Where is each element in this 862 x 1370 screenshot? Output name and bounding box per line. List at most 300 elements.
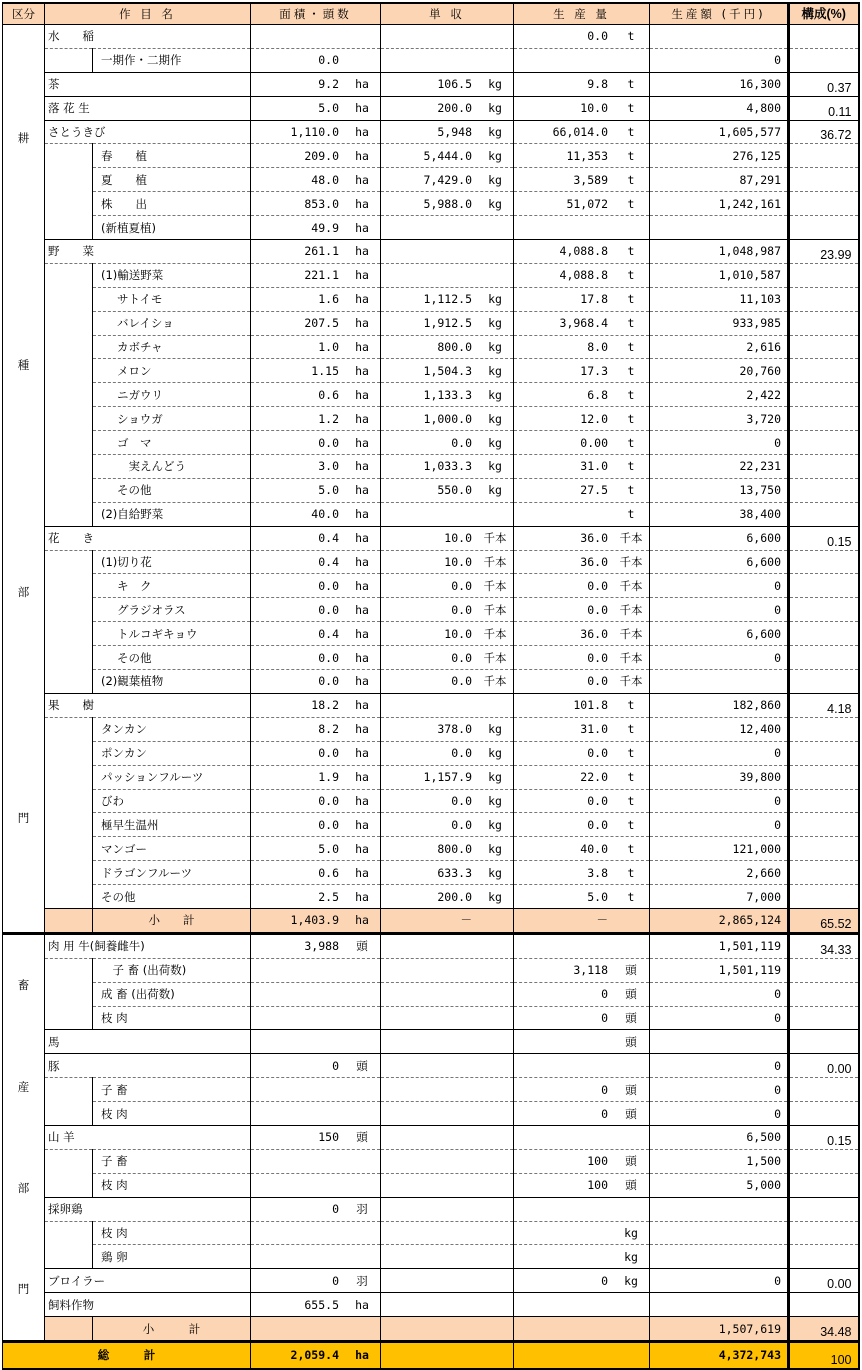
production-cell <box>514 958 650 982</box>
yield-cell-value: 5,988.0 <box>423 196 472 211</box>
table-row <box>3 25 859 49</box>
yield-cell-value: 7,429.0 <box>423 172 472 187</box>
production-cell <box>514 120 650 144</box>
header-yield: 単 収 <box>381 3 514 25</box>
production-cell-unit: t <box>627 29 635 44</box>
amount-cell: 2,616 <box>650 335 789 359</box>
yield-cell <box>381 837 514 861</box>
sub-item-name: 子 畜 (出荷数) <box>93 958 251 982</box>
production-cell <box>514 1125 650 1149</box>
header-section: 区分 <box>3 3 45 25</box>
yield-cell <box>381 1341 514 1369</box>
production-cell <box>514 1054 650 1078</box>
pct-cell <box>789 598 859 622</box>
yield-cell <box>381 502 514 526</box>
area-cell <box>251 837 381 861</box>
section-livestock <box>3 933 45 1341</box>
production-cell <box>514 1030 650 1054</box>
sub-item-name: ショウガ <box>93 407 251 431</box>
indent-cell <box>45 431 93 455</box>
table-row <box>3 933 859 958</box>
item-name: 飼料作物 <box>45 1293 251 1317</box>
indent-cell <box>45 789 93 813</box>
amount-cell: 12,400 <box>650 717 789 741</box>
area-cell-unit: ha <box>355 746 369 761</box>
yield-cell-unit: kg <box>488 101 502 116</box>
production-cell-value <box>517 507 616 521</box>
table-row <box>3 1173 859 1197</box>
production-cell <box>514 837 650 861</box>
pct-cell <box>789 741 859 765</box>
yield-cell-unit: 千本 <box>483 531 507 546</box>
area-cell <box>251 550 381 574</box>
pct-cell <box>789 311 859 335</box>
area-cell-value: 0 <box>332 1202 339 1217</box>
area-cell-unit: ha <box>355 292 369 307</box>
production-cell-value: 0.0 <box>587 602 608 617</box>
sub-item-name: バレイショ <box>93 311 251 335</box>
yield-cell <box>381 120 514 144</box>
section-char: 部 <box>17 584 30 599</box>
item-name: 果 樹 <box>45 693 251 717</box>
amount-cell: 182,860 <box>650 693 789 717</box>
amount-cell: 0 <box>650 1102 789 1126</box>
pct-cell <box>789 263 859 287</box>
section-char: 耕 <box>17 131 30 146</box>
yield-cell-unit: kg <box>488 459 502 474</box>
table-row <box>3 1054 859 1078</box>
area-cell-value: 1,403.9 <box>290 913 339 928</box>
indent-cell <box>45 1245 93 1269</box>
table-row <box>3 574 859 598</box>
production-cell <box>514 1149 650 1173</box>
area-cell <box>251 1293 381 1317</box>
amount-cell: 0 <box>650 431 789 455</box>
production-cell-unit: kg <box>624 1273 638 1288</box>
yield-cell <box>381 335 514 359</box>
pct-cell <box>789 550 859 574</box>
table-row <box>3 168 859 192</box>
area-cell <box>251 502 381 526</box>
area-cell-value: 0.0 <box>318 746 339 761</box>
amount-cell: 0 <box>650 598 789 622</box>
yield-cell <box>381 1245 514 1269</box>
indent-cell <box>45 837 93 861</box>
table-row <box>3 1078 859 1102</box>
production-cell-unit: t <box>627 125 635 139</box>
production-cell-unit: t <box>627 483 635 498</box>
yield-cell-value: 0.0 <box>451 650 472 665</box>
production-cell-value: 3,118 <box>573 963 608 978</box>
pct-cell <box>789 168 859 192</box>
pct-cell <box>789 335 859 359</box>
yield-cell <box>381 741 514 765</box>
production-cell <box>514 622 650 646</box>
amount-cell: 6,600 <box>650 550 789 574</box>
table-row <box>3 1269 859 1293</box>
production-cell-unit: t <box>627 77 635 92</box>
production-cell <box>514 789 650 813</box>
amount-cell: 276,125 <box>650 144 789 168</box>
production-cell-value: 9.8 <box>587 77 608 92</box>
area-cell <box>251 263 381 287</box>
production-cell-unit: t <box>627 148 635 163</box>
yield-cell-value: 106.5 <box>437 77 472 92</box>
area-cell-unit: 頭 <box>356 1058 368 1073</box>
amount-cell: 22,231 <box>650 455 789 479</box>
pct-cell: 0.11 <box>789 96 859 120</box>
production-cell <box>514 287 650 311</box>
yield-cell <box>381 1102 514 1126</box>
sub-item-name: 枝 肉 <box>93 1221 251 1245</box>
amount-cell: 6,600 <box>650 622 789 646</box>
production-cell-value: 100 <box>587 1178 608 1193</box>
yield-cell-value: 200.0 <box>437 889 472 904</box>
pct-cell <box>789 646 859 670</box>
production-cell-value: 0.0 <box>587 578 608 593</box>
pct-cell: 0.15 <box>789 1125 859 1149</box>
item-name: 豚 <box>45 1054 251 1078</box>
item-name: 肉 用 牛(飼養雌牛) <box>45 933 251 958</box>
area-cell-unit: ha <box>355 722 369 737</box>
area-cell <box>251 1102 381 1126</box>
area-cell-value: 0.0 <box>318 674 339 689</box>
area-cell-unit: ha <box>355 1297 369 1312</box>
sub-item-name: 実えんどう <box>93 455 251 479</box>
amount-cell: 2,865,124 <box>650 908 789 933</box>
pct-cell <box>789 1197 859 1221</box>
yield-cell-value: 200.0 <box>437 101 472 116</box>
yield-cell-unit: 千本 <box>483 578 507 593</box>
table-row <box>3 407 859 431</box>
production-cell <box>514 1006 650 1030</box>
area-cell <box>251 1341 381 1369</box>
amount-cell: 0 <box>650 813 789 837</box>
yield-cell <box>381 693 514 717</box>
amount-cell: 933,985 <box>650 311 789 335</box>
production-cell-unit: t <box>627 770 635 785</box>
area-cell <box>251 741 381 765</box>
yield-cell-unit: kg <box>488 435 502 450</box>
yield-cell <box>381 359 514 383</box>
area-cell <box>251 765 381 789</box>
indent-cell <box>45 861 93 885</box>
area-cell <box>251 478 381 502</box>
sub-item-name: (2)観葉植物 <box>93 670 251 694</box>
table-row <box>3 431 859 455</box>
pct-cell <box>789 885 859 909</box>
indent-cell <box>45 1006 93 1030</box>
yield-cell-value: － <box>460 913 472 928</box>
yield-cell <box>381 1149 514 1173</box>
indent-cell <box>45 168 93 192</box>
production-cell <box>514 168 650 192</box>
yield-cell-unit: kg <box>488 483 502 498</box>
area-cell <box>251 1078 381 1102</box>
pct-cell <box>789 383 859 407</box>
sub-item-name: キ ク <box>93 574 251 598</box>
indent-cell <box>45 1173 93 1197</box>
area-cell <box>251 1317 381 1342</box>
production-cell <box>514 383 650 407</box>
area-cell-unit: ha <box>355 77 369 92</box>
pct-cell <box>789 1221 859 1245</box>
sub-item-name: 枝 肉 <box>93 1006 251 1030</box>
area-cell-value: 1.0 <box>318 340 339 355</box>
area-cell-value: 1.15 <box>311 363 339 378</box>
area-cell <box>251 1197 381 1221</box>
production-cell <box>514 407 650 431</box>
production-cell <box>514 455 650 479</box>
production-cell <box>514 25 650 49</box>
production-cell <box>514 1269 650 1293</box>
pct-cell <box>789 813 859 837</box>
yield-cell-unit: kg <box>488 125 502 139</box>
table-row <box>3 502 859 526</box>
table-row <box>3 670 859 694</box>
yield-cell-unit: kg <box>488 148 502 163</box>
yield-cell <box>381 908 514 933</box>
area-cell-value: 0 <box>332 1058 339 1073</box>
sub-item-name: マンゴー <box>93 837 251 861</box>
production-cell <box>514 741 650 765</box>
yield-cell-unit: kg <box>488 316 502 331</box>
yield-cell-unit: kg <box>488 77 502 92</box>
production-cell <box>514 670 650 694</box>
yield-cell <box>381 96 514 120</box>
sub-item-name: 枝 肉 <box>93 1102 251 1126</box>
indent-cell <box>45 622 93 646</box>
yield-cell <box>381 48 514 72</box>
table-row <box>3 72 859 96</box>
area-cell-unit: ha <box>355 340 369 355</box>
yield-cell <box>381 25 514 49</box>
production-cell-value: 0 <box>601 1082 608 1097</box>
area-cell <box>251 359 381 383</box>
area-cell-unit <box>347 53 377 67</box>
production-cell <box>514 1341 650 1369</box>
production-cell-value: 0.0 <box>587 746 608 761</box>
table-row <box>3 693 859 717</box>
yield-cell <box>381 813 514 837</box>
production-cell-value: 40.0 <box>580 841 608 856</box>
area-cell-unit: ha <box>355 1348 369 1363</box>
sub-item-name: ドラゴンフルーツ <box>93 861 251 885</box>
yield-cell <box>381 574 514 598</box>
indent-cell <box>45 455 93 479</box>
pct-cell: 0.15 <box>789 526 859 550</box>
pct-cell <box>789 717 859 741</box>
yield-cell-value: 800.0 <box>437 340 472 355</box>
yield-cell-unit: 千本 <box>483 555 507 570</box>
area-cell-unit: ha <box>355 220 369 235</box>
production-cell-unit: 千本 <box>619 650 643 665</box>
table-row <box>3 359 859 383</box>
area-cell <box>251 48 381 72</box>
table-row <box>3 335 859 359</box>
area-cell <box>251 287 381 311</box>
yield-cell <box>381 72 514 96</box>
yield-cell-value: 1,504.3 <box>423 363 472 378</box>
area-cell <box>251 693 381 717</box>
area-cell <box>251 670 381 694</box>
yield-cell <box>381 431 514 455</box>
amount-cell: 16,300 <box>650 72 789 96</box>
subtotal-label: 小 計 <box>93 1317 251 1342</box>
production-cell <box>514 550 650 574</box>
area-cell <box>251 982 381 1006</box>
production-cell-unit: 千本 <box>619 674 643 689</box>
area-cell-unit: ha <box>355 101 369 116</box>
yield-cell-unit: kg <box>488 746 502 761</box>
sub-item-name: 株 出 <box>93 192 251 216</box>
indent-cell <box>45 192 93 216</box>
yield-cell-value: 5,948 <box>437 125 472 139</box>
pct-cell <box>789 144 859 168</box>
sub-item-name: 春 植 <box>93 144 251 168</box>
indent-cell <box>45 765 93 789</box>
pct-cell <box>789 359 859 383</box>
table-row <box>3 120 859 144</box>
item-name: 山 羊 <box>45 1125 251 1149</box>
table-row <box>3 1125 859 1149</box>
area-cell-value: 3.0 <box>318 459 339 474</box>
yield-cell-value: 378.0 <box>437 722 472 737</box>
production-cell-value: 4,088.8 <box>559 268 608 283</box>
production-cell <box>514 982 650 1006</box>
yield-cell-value: 550.0 <box>437 483 472 498</box>
sub-item-name: ポンカン <box>93 741 251 765</box>
area-cell <box>251 813 381 837</box>
table-row <box>3 958 859 982</box>
production-cell <box>514 478 650 502</box>
amount-cell: 11,103 <box>650 287 789 311</box>
pct-cell <box>789 622 859 646</box>
area-cell-unit: ha <box>355 889 369 904</box>
area-cell-unit: ha <box>355 196 369 211</box>
production-cell-unit: t <box>627 435 635 450</box>
production-cell-unit: t <box>627 459 635 474</box>
yield-cell-unit: kg <box>488 196 502 211</box>
indent-cell <box>45 908 93 933</box>
area-cell <box>251 96 381 120</box>
amount-cell: 13,750 <box>650 478 789 502</box>
production-cell-value: 101.8 <box>573 698 608 713</box>
area-cell-value: 2,059.4 <box>290 1348 339 1363</box>
production-cell-value: 22.0 <box>580 770 608 785</box>
area-cell-value: 0.0 <box>318 793 339 808</box>
sub-item-name: 極早生温州 <box>93 813 251 837</box>
indent-cell <box>45 48 93 72</box>
production-cell-value: 66,014.0 <box>552 125 608 139</box>
production-cell-unit: kg <box>624 1249 638 1264</box>
yield-cell <box>381 550 514 574</box>
area-cell-unit: ha <box>355 483 369 498</box>
production-cell <box>514 263 650 287</box>
indent-cell <box>45 383 93 407</box>
item-name: 花 き <box>45 526 251 550</box>
sub-item-name: タンカン <box>93 717 251 741</box>
pct-cell: 0.00 <box>789 1054 859 1078</box>
area-cell <box>251 120 381 144</box>
production-cell-value: 0 <box>601 1273 608 1288</box>
production-cell <box>514 861 650 885</box>
yield-cell <box>381 622 514 646</box>
production-cell <box>514 48 650 72</box>
amount-cell: 4,800 <box>650 96 789 120</box>
section-char: 門 <box>17 811 30 826</box>
area-cell-unit: ha <box>355 626 369 641</box>
area-cell <box>251 861 381 885</box>
table-row <box>3 885 859 909</box>
area-cell <box>251 216 381 240</box>
pct-cell <box>789 216 859 240</box>
area-cell-value: 3,988 <box>304 939 339 954</box>
pct-cell: 23.99 <box>789 240 859 264</box>
yield-cell-value: 0.0 <box>451 746 472 761</box>
area-cell-unit: ha <box>355 698 369 713</box>
amount-cell <box>650 1293 789 1317</box>
area-cell <box>251 1125 381 1149</box>
production-cell-unit: t <box>627 722 635 737</box>
yield-cell <box>381 311 514 335</box>
production-cell-value: 36.0 <box>580 531 608 546</box>
area-cell-value: 18.2 <box>311 698 339 713</box>
yield-cell-unit: 千本 <box>483 650 507 665</box>
production-cell <box>514 335 650 359</box>
table-row <box>3 240 859 264</box>
sub-item-name: 一期作・二期作 <box>93 48 251 72</box>
yield-cell-value: 1,000.0 <box>423 411 472 426</box>
area-cell-value: 221.1 <box>304 268 339 283</box>
table-row <box>3 216 859 240</box>
area-cell-unit: ha <box>355 411 369 426</box>
table-row <box>3 861 859 885</box>
yield-cell <box>381 958 514 982</box>
pct-cell <box>789 1078 859 1102</box>
production-cell-unit: t <box>627 340 635 355</box>
production-cell-unit: 千本 <box>619 578 643 593</box>
section-char: 畜 <box>17 978 30 993</box>
amount-cell: 0 <box>650 789 789 813</box>
production-cell <box>514 908 650 933</box>
sub-item-name: (2)自給野菜 <box>93 502 251 526</box>
yield-cell <box>381 1197 514 1221</box>
production-cell-value: 8.0 <box>587 340 608 355</box>
production-cell-unit: t <box>627 244 635 259</box>
indent-cell <box>45 407 93 431</box>
area-cell <box>251 933 381 958</box>
sub-item-name: ゴ マ <box>93 431 251 455</box>
table-row <box>3 478 859 502</box>
indent-cell <box>45 717 93 741</box>
amount-cell: 87,291 <box>650 168 789 192</box>
area-cell <box>251 717 381 741</box>
sub-item-name: びわ <box>93 789 251 813</box>
table-row <box>3 837 859 861</box>
table-row <box>3 96 859 120</box>
production-cell-unit: 千本 <box>619 626 643 641</box>
area-cell <box>251 598 381 622</box>
area-cell-value: 0.0 <box>318 53 339 68</box>
amount-cell <box>650 1245 789 1269</box>
table-row <box>3 144 859 168</box>
pct-cell <box>789 431 859 455</box>
pct-cell <box>789 1245 859 1269</box>
table-row <box>3 789 859 813</box>
table-row <box>3 455 859 479</box>
area-cell-value: 0.6 <box>318 387 339 402</box>
